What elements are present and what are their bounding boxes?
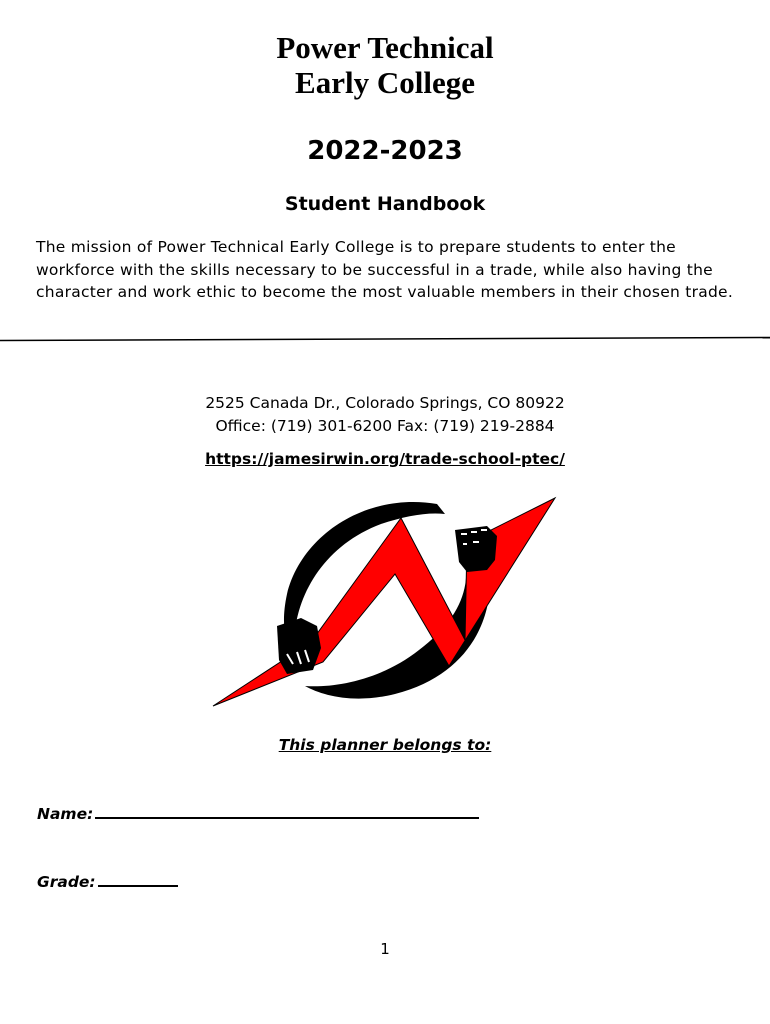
grade-blank-line[interactable] — [98, 871, 178, 887]
school-year: 2022-2023 — [307, 136, 463, 166]
name-field[interactable] — [37, 803, 479, 823]
lightning-bolt-hands-logo-icon — [205, 490, 565, 720]
section-divider — [0, 336, 770, 342]
mission-statement: The mission of Power Technical Early College is to prepare students to enter the workforce with the skills necessary to be successful in a trade, while also having the character and work ethic to become the most valuable members in their chosen trade. — [36, 238, 734, 301]
logo-hand-left — [277, 618, 321, 674]
name-label: Name: — [37, 805, 94, 823]
title-line-1: Power Technical — [276, 30, 494, 65]
title-line-2: Early College — [295, 65, 475, 100]
grade-label: Grade: — [37, 873, 96, 891]
grade-field[interactable] — [37, 871, 178, 891]
page-title — [0, 30, 770, 100]
planner-owner-heading: This planner belongs to: — [278, 736, 492, 754]
school-address: 2525 Canada Dr., Colorado Springs, CO 80922 — [205, 394, 565, 412]
office-fax-numbers: Office: (719) 301-6200 Fax: (719) 219-2884 — [215, 417, 555, 435]
website-link[interactable]: https://jamesirwin.org/trade-school-ptec/ — [205, 450, 565, 468]
name-blank-line[interactable] — [95, 803, 479, 819]
page-number: 1 — [380, 940, 390, 958]
handbook-subtitle: Student Handbook — [284, 193, 486, 215]
